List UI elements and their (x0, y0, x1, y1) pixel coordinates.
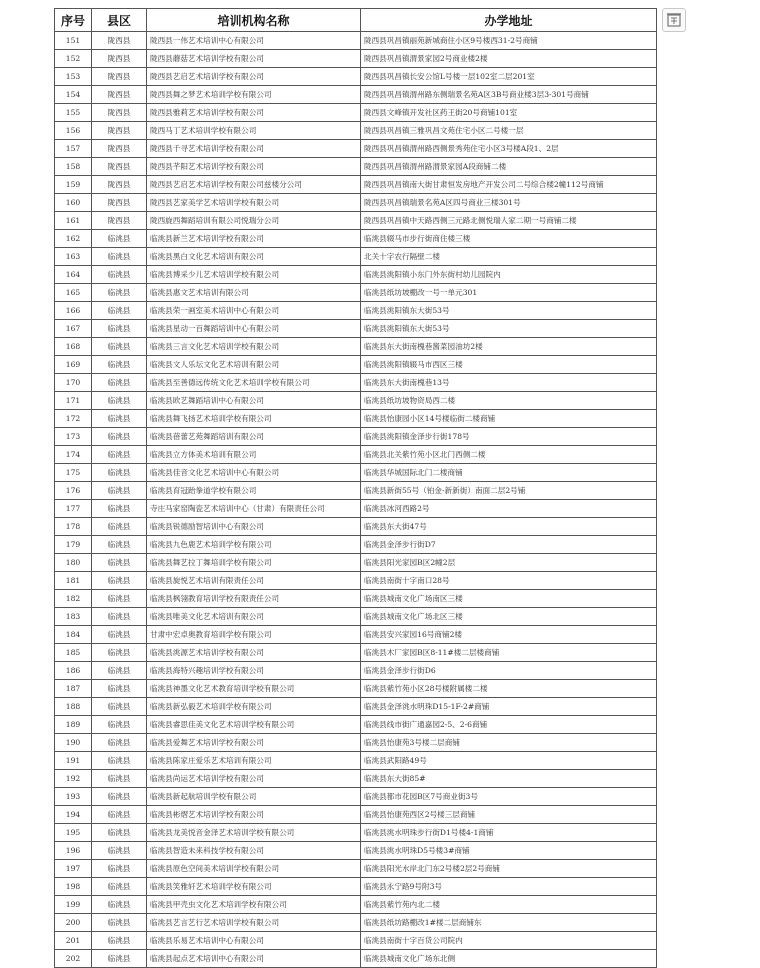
cell-number: 196 (55, 842, 92, 860)
cell-county: 临洮县 (92, 482, 147, 500)
cell-institution-name: 陇西县艺启艺术培训学校有限公司兹楼分公司 (147, 176, 361, 194)
cell-address: 临洮县辍马市步行街商住楼三楼 (361, 230, 657, 248)
cell-county: 临洮县 (92, 446, 147, 464)
cell-county: 临洮县 (92, 554, 147, 572)
cell-county: 陇西县 (92, 212, 147, 230)
table-row (55, 230, 657, 248)
cell-address: 临洮县南街十字百货公司院内 (361, 932, 657, 950)
cell-institution-name: 临洮县星动一百舞蹈培训中心有限公司 (147, 320, 361, 338)
cell-county: 陇西县 (92, 104, 147, 122)
table-row (55, 824, 657, 842)
cell-county: 临洮县 (92, 518, 147, 536)
cell-address: 临洮县都市花园B区7号商业街3号 (361, 788, 657, 806)
cell-county: 临洮县 (92, 932, 147, 950)
cell-address: 陇西县巩昌镇南大街甘肃恒发房地产开发公司二号综合楼2幢112号商铺 (361, 176, 657, 194)
cell-number: 162 (55, 230, 92, 248)
cell-address: 临洮县城南文化广场东北侧 (361, 950, 657, 968)
cell-address: 临洮县洮阳镇辍马市西区三楼 (361, 356, 657, 374)
cell-number: 179 (55, 536, 92, 554)
cell-institution-name: 临洮县洮源艺术培训学校有限公司 (147, 644, 361, 662)
cell-number: 184 (55, 626, 92, 644)
table-row (55, 374, 657, 392)
table-row (55, 446, 657, 464)
cell-institution-name: 陇西马丁艺术培训学校有限公司 (147, 122, 361, 140)
table-row (55, 482, 657, 500)
cell-number: 173 (55, 428, 92, 446)
cell-institution-name: 临洮县惠文艺术培训有限公司 (147, 284, 361, 302)
cell-county: 临洮县 (92, 608, 147, 626)
cell-county: 临洮县 (92, 878, 147, 896)
table-row (55, 662, 657, 680)
cell-county: 临洮县 (92, 464, 147, 482)
cell-institution-name: 临洮县陈家庄爱乐艺术培训有限公司 (147, 752, 361, 770)
cell-institution-name: 陇西县艺启艺术培训学校有限公司 (147, 68, 361, 86)
cell-county: 临洮县 (92, 950, 147, 968)
cell-address: 临洮县金泽步行街D6 (361, 662, 657, 680)
cell-number: 155 (55, 104, 92, 122)
cell-number: 199 (55, 896, 92, 914)
table-row (55, 104, 657, 122)
table-row (55, 626, 657, 644)
cell-address: 陇西县巩昌镇丽苑新城商住小区9号楼西31-2号商铺 (361, 32, 657, 50)
cell-address: 临洮县洮阳镇小东门外东街村幼儿园院内 (361, 266, 657, 284)
table-row (55, 950, 657, 968)
cell-county: 临洮县 (92, 914, 147, 932)
cell-institution-name: 临洮县艺言艺行艺术培训学校有限公司 (147, 914, 361, 932)
cell-number: 188 (55, 698, 92, 716)
cell-institution-name: 临洮县佳音文化艺术培训中心有限公司 (147, 464, 361, 482)
table-row (55, 914, 657, 932)
cell-number: 198 (55, 878, 92, 896)
cell-institution-name: 临洮县彬熠艺术培训学校有限公司 (147, 806, 361, 824)
table-row (55, 734, 657, 752)
cell-county: 临洮县 (92, 842, 147, 860)
cell-number: 191 (55, 752, 92, 770)
cell-number: 158 (55, 158, 92, 176)
cell-county: 临洮县 (92, 860, 147, 878)
table-row (55, 122, 657, 140)
cell-number: 152 (55, 50, 92, 68)
cell-county: 临洮县 (92, 590, 147, 608)
cell-address: 临洮县纸坊路棚改1#楼二层商铺东 (361, 914, 657, 932)
cell-county: 临洮县 (92, 320, 147, 338)
table-row (55, 572, 657, 590)
cell-address: 临洮县洮阳镇金泽步行街178号 (361, 428, 657, 446)
cell-address: 临洮县洮水明珠D5号楼3#商铺 (361, 842, 657, 860)
table-row (55, 410, 657, 428)
cell-address: 临洮县怡康园小区14号楼临街二楼商铺 (361, 410, 657, 428)
cell-address: 陇西县巩昌镇三雅巩昌文苑住宅小区二号楼一层 (361, 122, 657, 140)
table-row (55, 302, 657, 320)
cell-county: 临洮县 (92, 338, 147, 356)
cell-county: 临洮县 (92, 266, 147, 284)
cell-institution-name: 寺庄马家窑陶瓷艺术培训中心（甘肃）有限责任公司 (147, 500, 361, 518)
cell-address: 临洮县华城国际北门二楼商铺 (361, 464, 657, 482)
cell-address: 临洮县阳光水岸北门东2号楼2层2号商铺 (361, 860, 657, 878)
cell-address: 临洮县城南文化广场南区三楼 (361, 590, 657, 608)
table-row (55, 536, 657, 554)
cell-county: 陇西县 (92, 140, 147, 158)
cell-county: 临洮县 (92, 680, 147, 698)
cell-institution-name: 陇西县千寻艺术培训学校有限公司 (147, 140, 361, 158)
cell-address: 陇西县巩昌镇渭州路渭景家园A段商铺二楼 (361, 158, 657, 176)
table-row (55, 194, 657, 212)
cell-number: 178 (55, 518, 92, 536)
cell-county: 临洮县 (92, 410, 147, 428)
table-row (55, 212, 657, 230)
cell-institution-name: 临洮县育冠跆拳道学校有限公司 (147, 482, 361, 500)
cell-number: 163 (55, 248, 92, 266)
cell-county: 临洮县 (92, 500, 147, 518)
institution-table (54, 8, 657, 968)
table-row (55, 50, 657, 68)
cell-county: 陇西县 (92, 32, 147, 50)
cell-institution-name: 临洮县唯美文化艺术培训有限公司 (147, 608, 361, 626)
cell-county: 临洮县 (92, 698, 147, 716)
cell-number: 200 (55, 914, 92, 932)
cell-institution-name: 临洮县起点艺术培训中心有限公司 (147, 950, 361, 968)
header-institution-name: 培训机构名称 (147, 9, 361, 32)
cell-institution-name: 陇西县芊阳艺术培训学校有限公司 (147, 158, 361, 176)
table-header-row (55, 9, 657, 32)
cell-institution-name: 临洮县锐德励智培训中心有限公司 (147, 518, 361, 536)
table-row (55, 932, 657, 950)
cell-county: 临洮县 (92, 374, 147, 392)
cell-number: 190 (55, 734, 92, 752)
cell-number: 171 (55, 392, 92, 410)
cell-number: 197 (55, 860, 92, 878)
cell-institution-name: 临洮县舞飞扬艺术培训学校有限公司 (147, 410, 361, 428)
cell-institution-name: 临洮县笑雅轩艺术培训学校有限公司 (147, 878, 361, 896)
cell-number: 159 (55, 176, 92, 194)
cell-number: 183 (55, 608, 92, 626)
cell-institution-name: 陇西县雅莉艺术培训学校有限公司 (147, 104, 361, 122)
table-row (55, 878, 657, 896)
cell-address: 临洮县怡康苑西区2号楼三层商铺 (361, 806, 657, 824)
cell-institution-name: 临洮县睿思佳美文化艺术培训学校有限公司 (147, 716, 361, 734)
cell-address: 陇西县巩昌镇渭景家园2号商业楼2楼 (361, 50, 657, 68)
cell-address: 临洮县永宁路9号附3号 (361, 878, 657, 896)
cell-number: 157 (55, 140, 92, 158)
cell-number: 175 (55, 464, 92, 482)
display-mode-icon[interactable] (662, 8, 686, 32)
cell-address: 临洮县东大街85# (361, 770, 657, 788)
table-row (55, 860, 657, 878)
table-row (55, 68, 657, 86)
cell-county: 临洮县 (92, 248, 147, 266)
cell-institution-name: 临洮县智造未来科技学校有限公司 (147, 842, 361, 860)
cell-number: 156 (55, 122, 92, 140)
cell-county: 临洮县 (92, 896, 147, 914)
cell-institution-name: 临洮县乐易艺术培训中心有限公司 (147, 932, 361, 950)
cell-institution-name: 临洮县龙美悦音金泽艺术培训学校有限公司 (147, 824, 361, 842)
cell-address: 北关十字农行隔壁二楼 (361, 248, 657, 266)
header-number: 序号 (55, 9, 92, 32)
cell-number: 168 (55, 338, 92, 356)
cell-institution-name: 临洮县海特兴趣培训学校有限公司 (147, 662, 361, 680)
cell-institution-name: 临洮县文人乐坛文化艺术培训有限公司 (147, 356, 361, 374)
cell-address: 临洮县紫竹苑小区28号楼附属楼二楼 (361, 680, 657, 698)
cell-address: 临洮县新街55号（铂金-新新街）南面二层2号铺 (361, 482, 657, 500)
cell-number: 169 (55, 356, 92, 374)
cell-address: 临洮县东大街南槐巷酱菜园油坊2楼 (361, 338, 657, 356)
cell-number: 176 (55, 482, 92, 500)
cell-number: 194 (55, 806, 92, 824)
cell-institution-name: 临洮县三言文化艺术培训学校有限公司 (147, 338, 361, 356)
cell-county: 临洮县 (92, 284, 147, 302)
cell-address: 临洮县东大街南槐巷13号 (361, 374, 657, 392)
cell-institution-name: 临洮县甲壳虫文化艺术培训学校有限公司 (147, 896, 361, 914)
cell-number: 164 (55, 266, 92, 284)
cell-address: 临洮县城南文化广场北区三楼 (361, 608, 657, 626)
cell-address: 临洮县武阳路49号 (361, 752, 657, 770)
cell-address: 临洮县木厂家园B区8-11#楼二层楼商铺 (361, 644, 657, 662)
table-row (55, 158, 657, 176)
table-row (55, 842, 657, 860)
cell-number: 189 (55, 716, 92, 734)
cell-address: 临洮县纸坊坡物资局西二楼 (361, 392, 657, 410)
cell-institution-name: 临洮县欧艺舞蹈培训中心有限公司 (147, 392, 361, 410)
cell-address: 陇西县巩昌镇渭州路西侧景秀苑住宅小区3号楼A段1、2层 (361, 140, 657, 158)
cell-county: 临洮县 (92, 806, 147, 824)
table-row (55, 140, 657, 158)
cell-county: 临洮县 (92, 752, 147, 770)
cell-number: 177 (55, 500, 92, 518)
cell-address: 陇西县巩昌镇长安公馆L号楼一层102室二层201室 (361, 68, 657, 86)
cell-number: 174 (55, 446, 92, 464)
cell-number: 182 (55, 590, 92, 608)
cell-county: 陇西县 (92, 122, 147, 140)
cell-county: 临洮县 (92, 716, 147, 734)
cell-number: 170 (55, 374, 92, 392)
cell-institution-name: 临洮县旋悦艺术培训有限责任公司 (147, 572, 361, 590)
cell-number: 166 (55, 302, 92, 320)
cell-number: 165 (55, 284, 92, 302)
table-row (55, 392, 657, 410)
cell-institution-name: 临洮县博采少儿艺术培训学校有限公司 (147, 266, 361, 284)
cell-county: 临洮县 (92, 770, 147, 788)
table-row (55, 176, 657, 194)
table-row (55, 464, 657, 482)
table-row (55, 356, 657, 374)
cell-county: 陇西县 (92, 50, 147, 68)
table-row (55, 590, 657, 608)
cell-address: 临洮县阳光家园B区2幢2层 (361, 554, 657, 572)
header-address: 办学地址 (361, 9, 657, 32)
cell-county: 临洮县 (92, 356, 147, 374)
table-row (55, 788, 657, 806)
table-row (55, 518, 657, 536)
cell-address: 临洮县洮阳镇东大街53号 (361, 302, 657, 320)
cell-county: 陇西县 (92, 158, 147, 176)
cell-institution-name: 临洮县尚运艺术培训学校有限公司 (147, 770, 361, 788)
cell-number: 185 (55, 644, 92, 662)
cell-address: 陇西县文峰镇开发社区药王街20号商铺101室 (361, 104, 657, 122)
cell-number: 172 (55, 410, 92, 428)
table-row (55, 338, 657, 356)
cell-institution-name: 临洮县新起航培训学校有限公司 (147, 788, 361, 806)
cell-address: 临洮县安兴家园16号商铺2楼 (361, 626, 657, 644)
cell-institution-name: 临洮县蓓蕾艺苑舞蹈培训有限公司 (147, 428, 361, 446)
table-row (55, 266, 657, 284)
table-row (55, 608, 657, 626)
cell-address: 临洮县纸坊坡棚改一号一单元301 (361, 284, 657, 302)
cell-number: 192 (55, 770, 92, 788)
cell-institution-name: 临洮县九色鹿艺术培训学校有限公司 (147, 536, 361, 554)
cell-county: 临洮县 (92, 428, 147, 446)
cell-address: 临洮县线市街广通嘉园2-5、2-6商铺 (361, 716, 657, 734)
cell-county: 临洮县 (92, 644, 147, 662)
cell-number: 180 (55, 554, 92, 572)
table-row (55, 500, 657, 518)
cell-number: 202 (55, 950, 92, 968)
cell-address: 临洮县紫竹苑内北二楼 (361, 896, 657, 914)
display-mode-icon-glyph (663, 9, 685, 31)
table-row (55, 248, 657, 266)
cell-institution-name: 临洮县黑白文化艺术培训有限公司 (147, 248, 361, 266)
cell-address: 临洮县北关紫竹苑小区北门西侧二楼 (361, 446, 657, 464)
cell-address: 陇西县巩昌镇渭州路东侧瑞景名苑A区3B号商业楼3层3-301号商铺 (361, 86, 657, 104)
cell-county: 陇西县 (92, 194, 147, 212)
cell-address: 临洮县金泽洮水明珠D15-1F-2#商铺 (361, 698, 657, 716)
cell-address: 临洮县怡康苑3号楼二层商铺 (361, 734, 657, 752)
table-row (55, 86, 657, 104)
cell-institution-name: 临洮县神墨文化艺术教育培训学校有限公司 (147, 680, 361, 698)
cell-institution-name: 临洮县荣一画室美术培训中心有限公司 (147, 302, 361, 320)
table-row (55, 320, 657, 338)
cell-county: 临洮县 (92, 536, 147, 554)
table-row (55, 716, 657, 734)
cell-number: 160 (55, 194, 92, 212)
table-row (55, 752, 657, 770)
cell-address: 临洮县冰河西路2号 (361, 500, 657, 518)
cell-address: 临洮县洮水明珠步行街D1号楼4-1商铺 (361, 824, 657, 842)
cell-address: 临洮县金泽步行街D7 (361, 536, 657, 554)
table-row (55, 896, 657, 914)
cell-county: 临洮县 (92, 572, 147, 590)
table-row (55, 554, 657, 572)
cell-number: 186 (55, 662, 92, 680)
table-row (55, 32, 657, 50)
cell-institution-name: 临洮县爱舞艺术培训学校有限公司 (147, 734, 361, 752)
cell-number: 167 (55, 320, 92, 338)
cell-county: 临洮县 (92, 734, 147, 752)
cell-address: 陇西县巩昌镇中天路西侧三元路北侧悦瑞人家二期一号商铺二楼 (361, 212, 657, 230)
cell-number: 181 (55, 572, 92, 590)
cell-institution-name: 临洮县枫翎教育培训学校有限责任公司 (147, 590, 361, 608)
cell-county: 陇西县 (92, 86, 147, 104)
cell-address: 陇西县巩昌镇瑞景名苑A区四号商业三楼301号 (361, 194, 657, 212)
cell-number: 151 (55, 32, 92, 50)
cell-institution-name: 临洮县新兰艺术培训学校有限公司 (147, 230, 361, 248)
cell-institution-name: 陇西县一伟艺术培训中心有限公司 (147, 32, 361, 50)
cell-institution-name: 临洮县原色空间美术培训学校有限公司 (147, 860, 361, 878)
cell-number: 153 (55, 68, 92, 86)
cell-number: 195 (55, 824, 92, 842)
header-county: 县区 (92, 9, 147, 32)
cell-county: 临洮县 (92, 626, 147, 644)
cell-address: 临洮县洮阳镇东大街53号 (361, 320, 657, 338)
cell-county: 临洮县 (92, 230, 147, 248)
cell-institution-name: 陇西县蘑菇艺术培训学校有限公司 (147, 50, 361, 68)
cell-county: 临洮县 (92, 302, 147, 320)
table-row (55, 680, 657, 698)
cell-address: 临洮县东大街47号 (361, 518, 657, 536)
cell-county: 陇西县 (92, 68, 147, 86)
table-row (55, 644, 657, 662)
cell-institution-name: 临洮县新弘毅艺术培训学校有限公司 (147, 698, 361, 716)
table-row (55, 428, 657, 446)
cell-institution-name: 临洮县立方体美术培训有限公司 (147, 446, 361, 464)
cell-number: 161 (55, 212, 92, 230)
table-row (55, 284, 657, 302)
table-body (55, 32, 657, 968)
cell-county: 陇西县 (92, 176, 147, 194)
cell-institution-name: 陇西县舞之梦艺术培训学校有限公司 (147, 86, 361, 104)
cell-institution-name: 甘肃中宏卓奥教育培训学校有限公司 (147, 626, 361, 644)
cell-county: 临洮县 (92, 824, 147, 842)
cell-institution-name: 临洮县舞艺拉丁舞培训学校有限公司 (147, 554, 361, 572)
cell-institution-name: 临洮县至善德远传统文化艺术培训学校有限公司 (147, 374, 361, 392)
cell-institution-name: 陇西县艺家美学艺术培训学校有限公司 (147, 194, 361, 212)
table-row (55, 698, 657, 716)
cell-address: 临洮县南街十字南口28号 (361, 572, 657, 590)
table-row (55, 770, 657, 788)
cell-number: 193 (55, 788, 92, 806)
cell-institution-name: 陇西旋西舞蹈培训有限公司悦瑞分公司 (147, 212, 361, 230)
cell-number: 154 (55, 86, 92, 104)
cell-county: 临洮县 (92, 788, 147, 806)
cell-county: 临洮县 (92, 392, 147, 410)
cell-number: 201 (55, 932, 92, 950)
table-row (55, 806, 657, 824)
cell-county: 临洮县 (92, 662, 147, 680)
cell-number: 187 (55, 680, 92, 698)
